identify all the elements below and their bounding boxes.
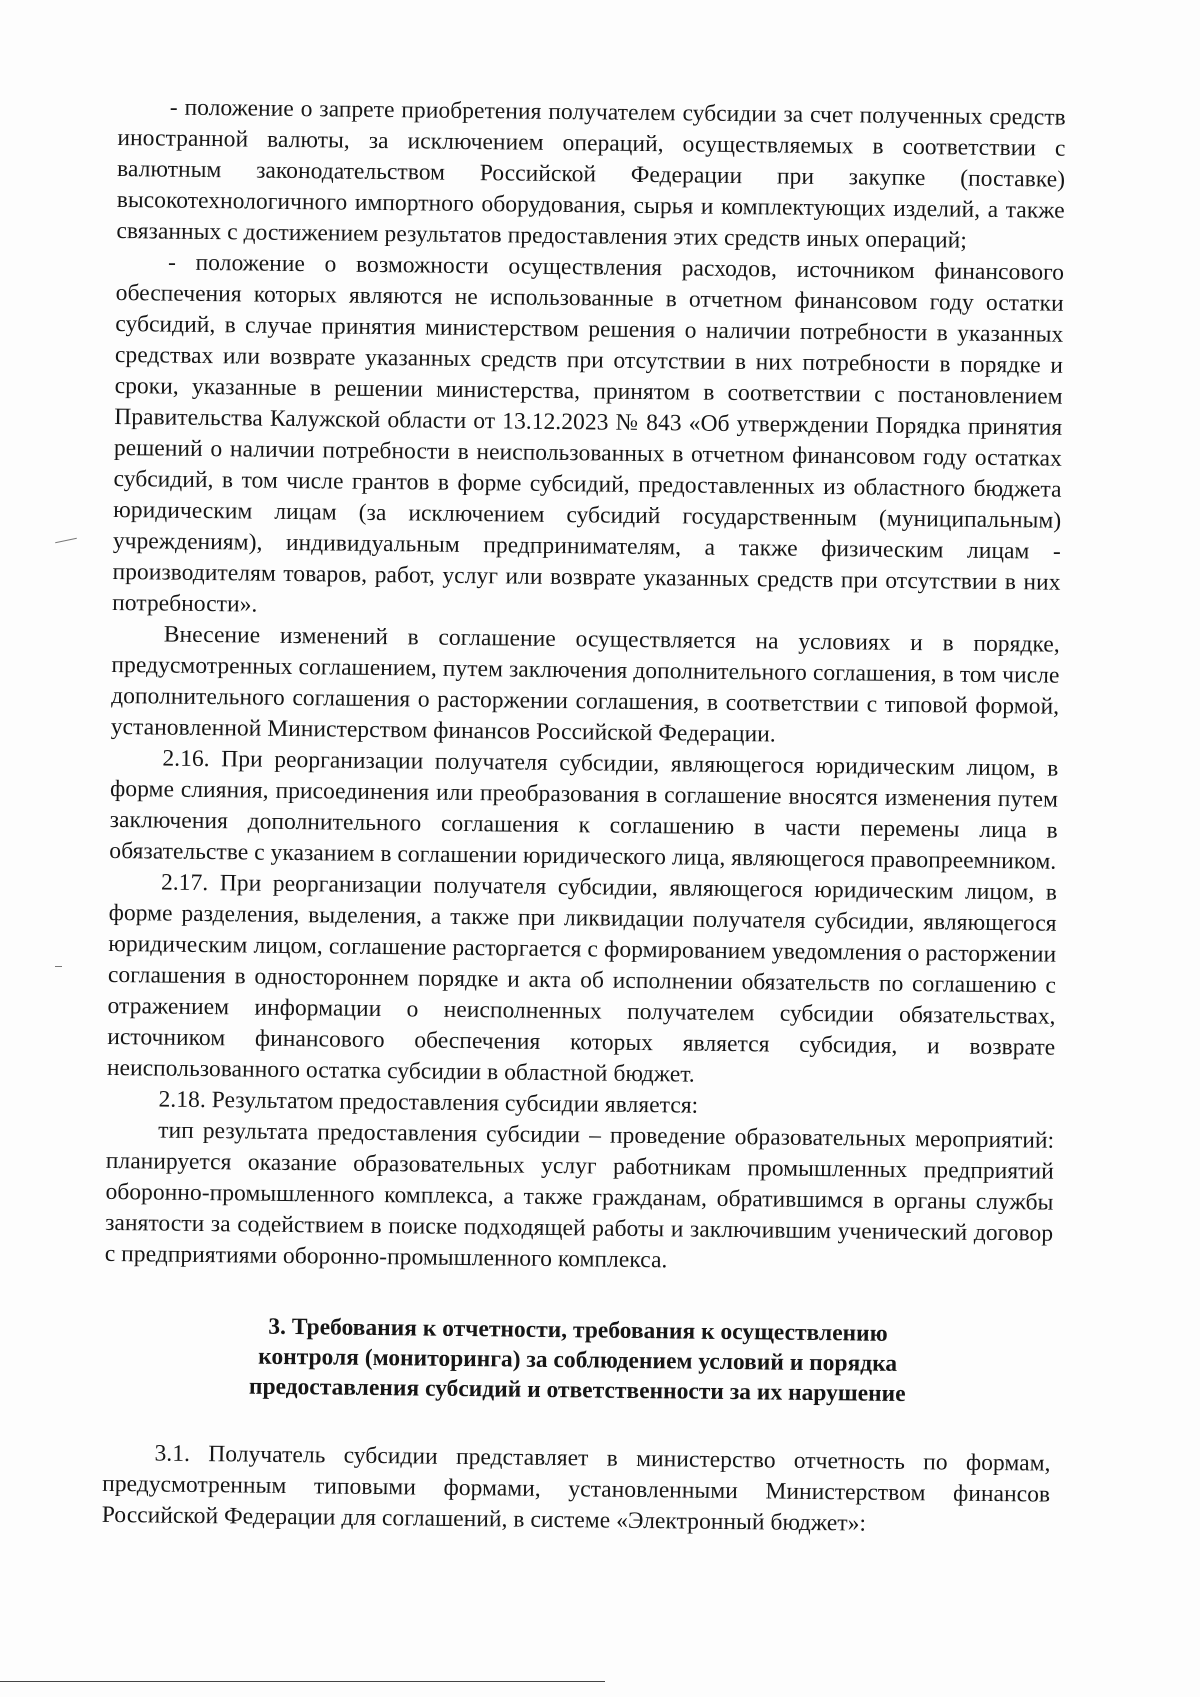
paragraph-2-17: 2.17. При реорганизации получателя субсидии, являющегося юридическим лицом, в форме разделения, выделения, а также при ликвидации получателя субсидии, являющегося юридическим лицом, соглашение расторгается с формированием уведомления о расторжении соглашения в одностороннем порядке и акта об исполнении обязательств по соглашению с отражением информации о неисполненных получателем субсидии обязательствах, источником финансового обеспечения которых является субсидия, и возврате неиспользованного остатка субсидии в областной бюджет.: [106, 869, 1058, 1088]
margin-scan-mark: [55, 538, 77, 544]
paragraph-2-18: 2.18. Результатом предоставления субсидии является:: [158, 1086, 699, 1119]
paragraph-result-type: тип результата предоставления субсидии – проведение образовательных мероприятий: планируется оказание образовательных услуг работникам промышленных предприятий оборонно-промышленного комплекса, а также гражданам, обратившимся в органы службы занятости за содействием в поиске подходящей работы и заключившим ученический договор с предприятиями оборонно-промышленного комплекса.: [104, 1117, 1055, 1274]
paragraph-2-16: 2.16. При реорганизации получателя субсидии, являющегося юридическим лицом, в форме слияния, присоединения или преобразования в соглашение вносятся изменения путем заключения дополнительного соглашения к соглашению в части перемены лица в обязательстве с указанием в соглашении юридического лица, являющегося правопреемником.: [109, 745, 1059, 875]
section-heading-line: контроля (мониторинга) за соблюдением условий и порядка: [258, 1343, 898, 1377]
section-heading-line: предоставления субсидий и ответственности за их нарушение: [248, 1373, 906, 1408]
paragraph-unused-balances: - положение о возможности осуществления расходов, источником финансового обеспечения которых являются не использованные в отчетном финансовом году остатки субсидий, в случае принятия министерством решения о наличии потребности в указанных средствах или возврате указанных средств при отсутствии в них потребности в порядке и сроки, указанные в решении министерства, принятом в соответствии с постановлением Правительства Калужской области от 13.12.2023 № 843 «Об утверждении Порядка принятия решений о наличии потребности в неиспользованных в отчетном финансовом году остатках субсидий, в том числе грантов в форме субсидий, предоставленных из областного бюджета юридическим лицам (за исключением субсидий государственным (муниципальным) учреждениям), индивидуальным предпринимателям, а также физическим лицам - производителям товаров, работ, услуг или возврате указанных средств при отсутствии в них потребности».: [112, 249, 1065, 618]
section-heading-line: 3. Требования к отчетности, требования к осуществлению: [268, 1313, 888, 1347]
paragraph-3-1: 3.1. Получатель субсидии представляет в министерство отчетность по формам, предусмотренным типовыми формами, установленными Министерством финансов Российской Федерации для соглашений, в системе «Электронный бюджет»:: [101, 1440, 1051, 1537]
margin-scan-mark: [55, 966, 62, 967]
paragraph-agreement-amendments: Внесение изменений в соглашение осуществляется на условиях и в порядке, предусмотренных соглашением, путем заключения дополнительного соглашения, в том числе дополнительного соглашения о расторжении соглашения, в соответствии с типовой формой, установленной Министерством финансов Российской Федерации.: [110, 621, 1060, 748]
paragraph-foreign-currency-ban: - положение о запрете приобретения получателем субсидии за счет полученных средств иностранной валюты, за исключением операций, осуществляемых в соответствии с валютным законодательством Российской Федерации при закупке (поставке) высокотехнологичного импортного оборудования, сырья и комплектующих изделий, а также связанных с достижением результатов предоставления этих средств иных операций;: [116, 94, 1066, 254]
document-body: [102, 92, 1066, 1542]
section-3-heading: [103, 1310, 1052, 1411]
bottom-rule: [0, 1681, 605, 1682]
